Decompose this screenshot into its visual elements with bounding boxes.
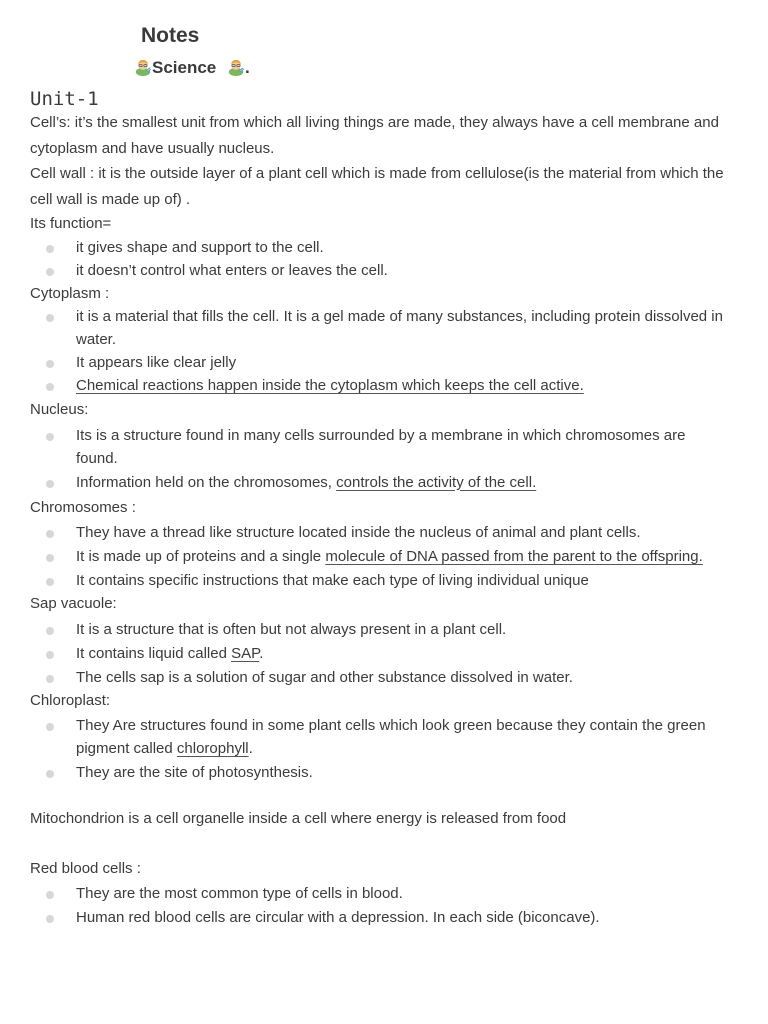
- bullet-icon: [46, 651, 54, 659]
- list-item: They Are structures found in some plant cells which look green because they contain the green pigment called chlorophyll.: [30, 714, 730, 760]
- list-item: They have a thread like structure located inside the nucleus of animal and plant cells.: [30, 521, 730, 544]
- list-item: Human red blood cells are circular with a depression. In each side (biconcave).: [30, 906, 730, 929]
- function-list: [30, 236, 730, 282]
- bullet-icon: [46, 360, 54, 368]
- subject-suffix: .: [245, 58, 250, 77]
- bullet-icon: [46, 480, 54, 488]
- list-item: It is a structure that is often but not always present in a plant cell.: [30, 618, 730, 641]
- list-item: It appears like clear jelly: [30, 351, 730, 374]
- bullet-icon: [46, 675, 54, 683]
- list-item: It contains specific instructions that make each type of living individual unique: [30, 569, 730, 592]
- notes-body: [30, 110, 730, 929]
- bullet-icon: [46, 770, 54, 778]
- chloroplast-heading: Chloroplast:: [30, 691, 111, 709]
- list-item: It contains liquid called SAP.: [30, 642, 730, 665]
- cell-definition: Cell’s: it’s the smallest unit from which all living things are made, they always have a cell membrane and cytoplasm and have usually nucleus.: [30, 114, 719, 157]
- subject-heading: [134, 58, 250, 78]
- bullet-icon: [46, 891, 54, 899]
- subject-label: Science: [152, 58, 217, 77]
- list-item: it gives shape and support to the cell.: [30, 236, 730, 259]
- bullet-icon: [46, 578, 54, 586]
- sap-vacuole-list: [30, 618, 730, 689]
- red-blood-cells-heading: Red blood cells :: [30, 859, 141, 877]
- list-item: Its is a structure found in many cells surrounded by a membrane in which chromosomes are found.: [30, 424, 730, 470]
- cell-wall-definition: Cell wall : it is the outside layer of a plant cell which is made from cellulose(is the material from which the cell wall is made up of) .: [30, 165, 724, 208]
- chloroplast-list: [30, 714, 730, 784]
- list-item: It is made up of proteins and a single molecule of DNA passed from the parent to the offspring.: [30, 545, 730, 568]
- bullet-icon: [46, 383, 54, 391]
- red-blood-cells-list: [30, 882, 730, 929]
- list-item: Information held on the chromosomes, controls the activity of the cell.: [30, 471, 730, 494]
- list-item: They are the most common type of cells in blood.: [30, 882, 730, 905]
- mitochondrion-note: Mitochondrion is a cell organelle inside a cell where energy is released from food: [30, 810, 567, 827]
- bullet-icon: [46, 314, 54, 322]
- bullet-icon: [46, 245, 54, 253]
- nucleus-list: [30, 424, 730, 494]
- spacer: [30, 832, 730, 857]
- cytoplasm-heading: Cytoplasm :: [30, 284, 110, 302]
- list-item: it is a material that fills the cell. It is a gel made of many substances, including protein dissolved in water.: [30, 305, 730, 351]
- chromosomes-heading: Chromosomes :: [30, 498, 136, 516]
- scientist-emoji-icon: [227, 58, 245, 76]
- page-title: Notes: [141, 24, 200, 47]
- nucleus-heading: Nucleus:: [30, 401, 89, 418]
- unit-heading: Unit-1: [30, 88, 99, 110]
- bullet-icon: [46, 530, 54, 538]
- bullet-icon: [46, 268, 54, 276]
- chromosomes-list: [30, 521, 730, 592]
- list-item: Chemical reactions happen inside the cytoplasm which keeps the cell active.: [30, 374, 730, 397]
- function-heading: Its function=: [30, 215, 112, 232]
- bullet-icon: [46, 433, 54, 441]
- list-item: The cells sap is a solution of sugar and other substance dissolved in water.: [30, 666, 730, 689]
- bullet-icon: [46, 915, 54, 923]
- list-item: it doesn’t control what enters or leaves the cell.: [30, 259, 730, 282]
- scientist-emoji-icon: [134, 58, 152, 76]
- bullet-icon: [46, 723, 54, 731]
- spacer: [30, 784, 730, 806]
- bullet-icon: [46, 554, 54, 562]
- sap-vacuole-heading: Sap vacuole:: [30, 595, 117, 612]
- cytoplasm-list: [30, 305, 730, 397]
- list-item: They are the site of photosynthesis.: [30, 761, 730, 784]
- bullet-icon: [46, 627, 54, 635]
